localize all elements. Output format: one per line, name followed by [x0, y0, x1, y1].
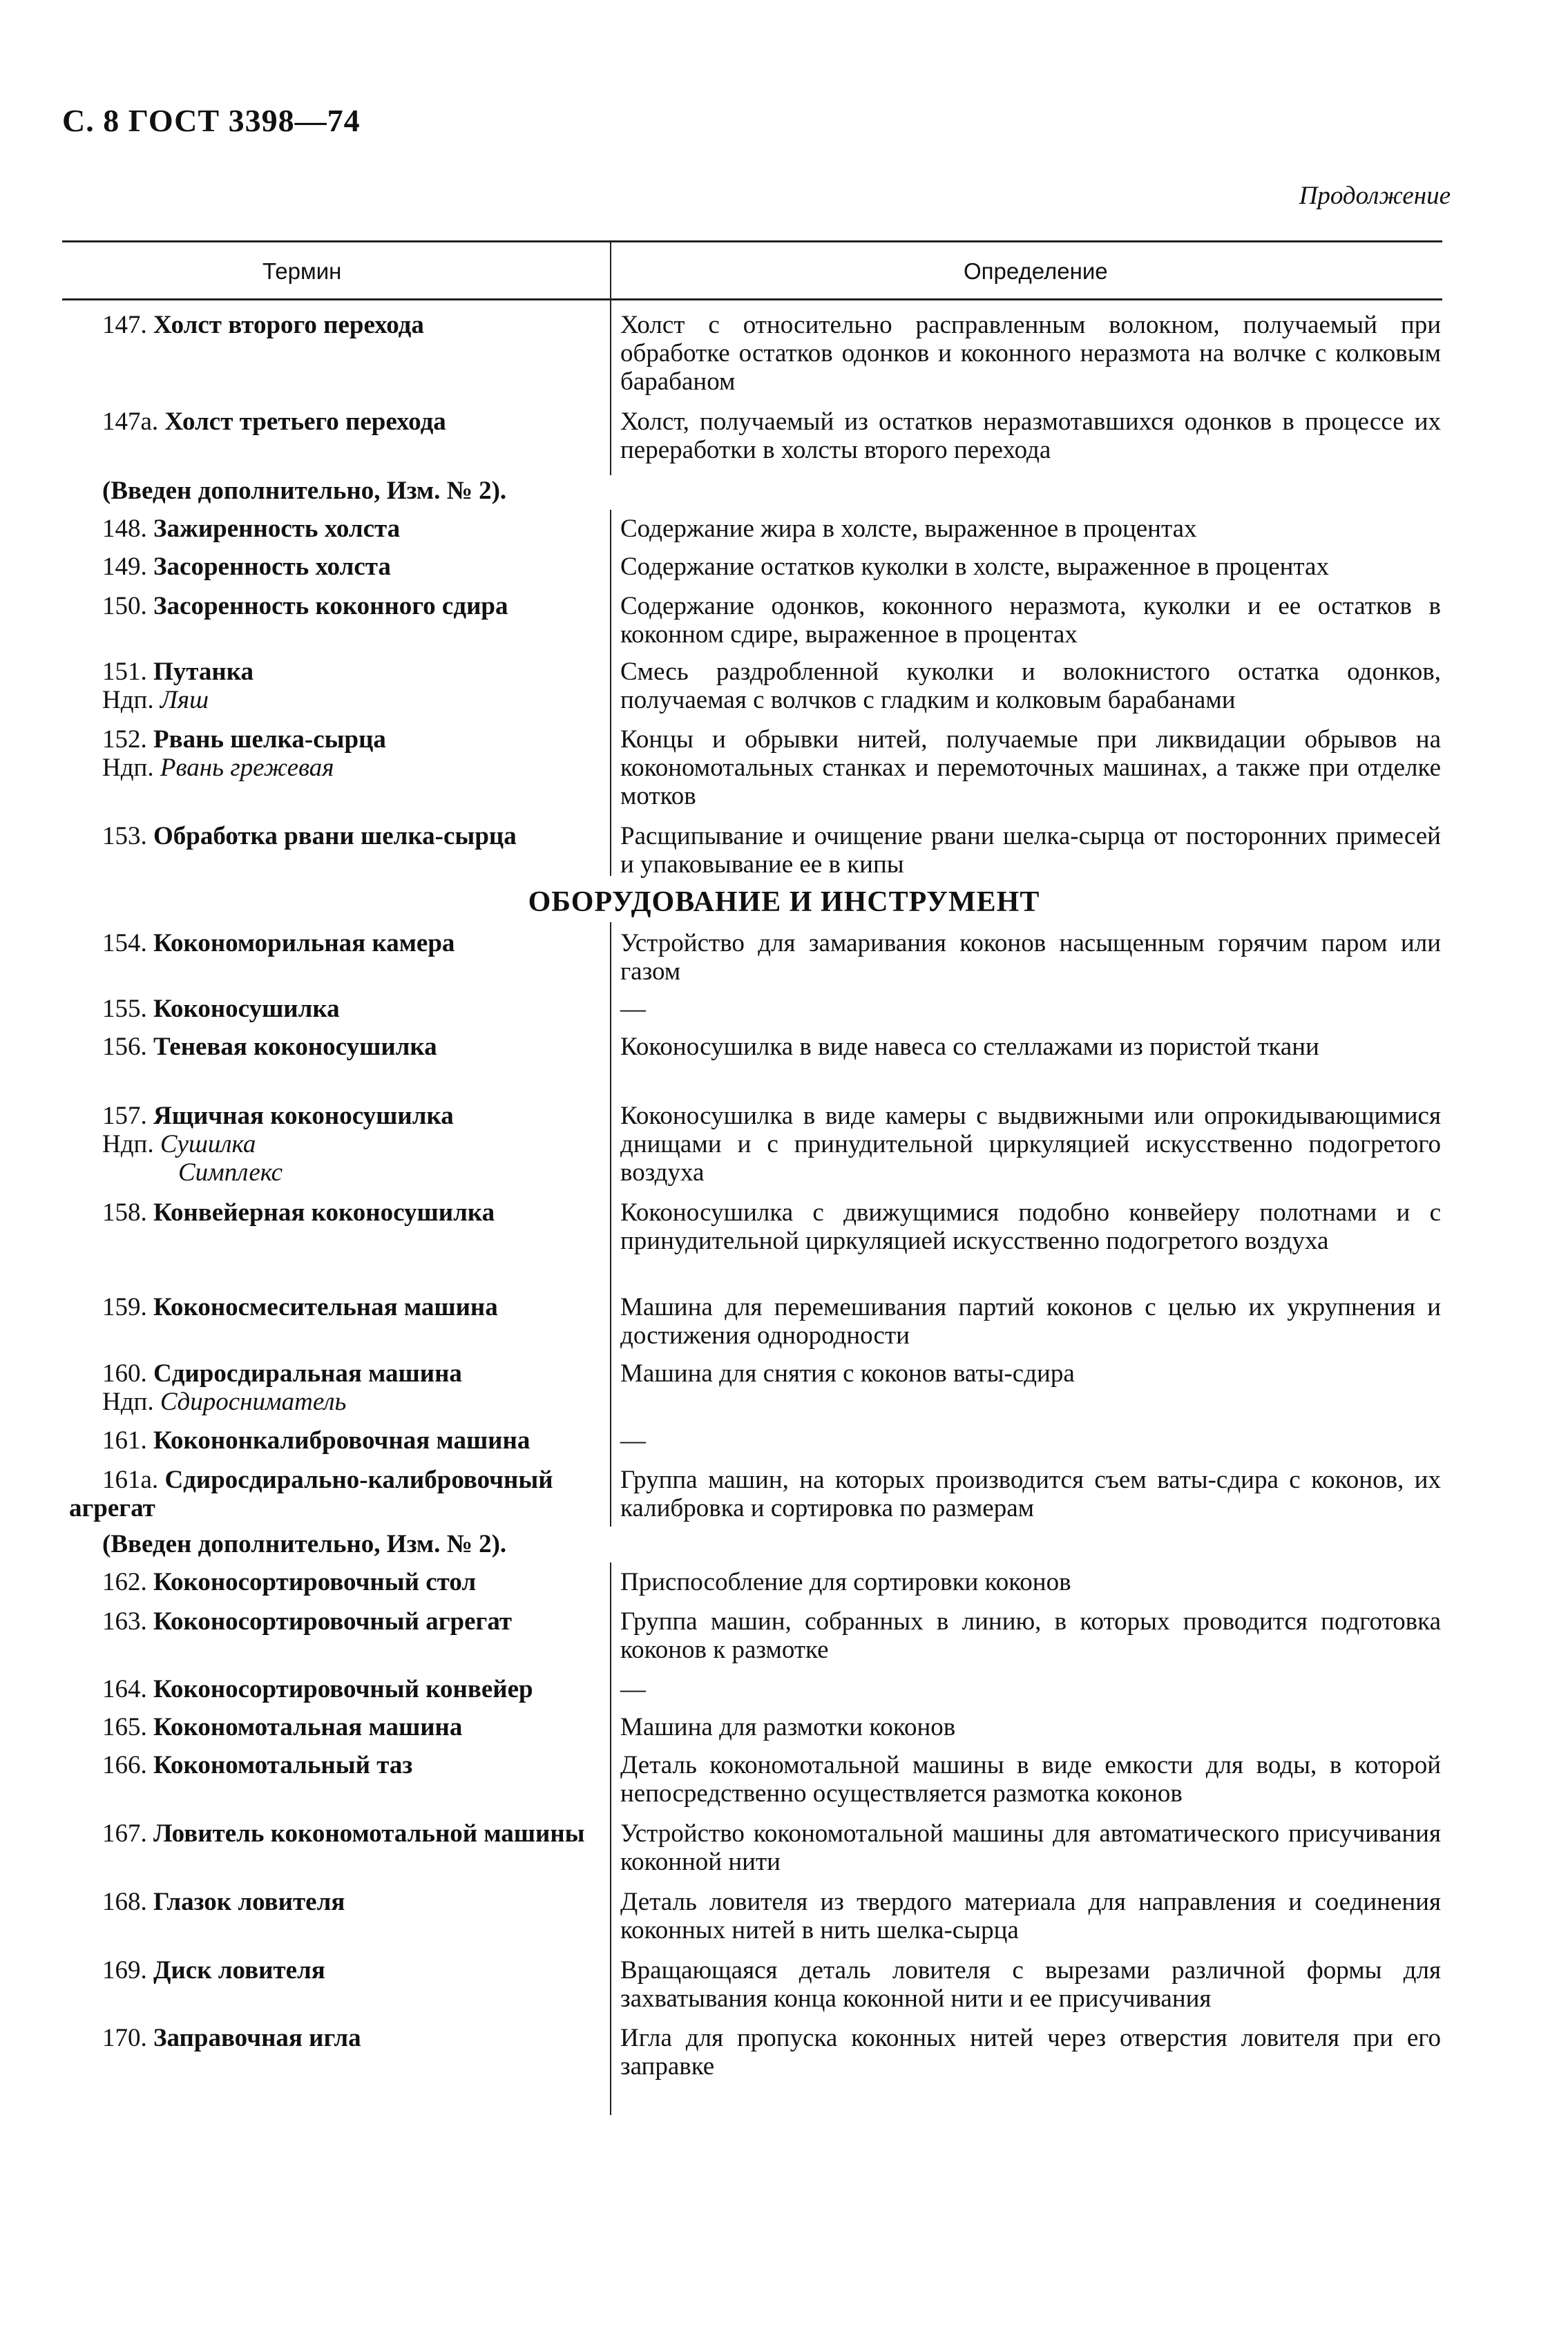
- term-definition: Деталь кокономотальной машины в виде емкости для воды, в которой непосредственно осуществляется размотка коконов: [620, 1751, 1441, 1808]
- column-divider: [610, 922, 611, 1527]
- term-name: Коконосмесительная машина: [153, 1293, 498, 1321]
- term-number: 163.: [102, 1607, 147, 1636]
- term-number: 162.: [102, 1568, 147, 1596]
- term-definition: Холст с относительно расправленным волокном, получаемый при обработке остатков одонков и коконного неразмота на волчке с колковым барабаном: [620, 311, 1441, 396]
- term-definition: Игла для пропуска коконных нитей через отверстия ловителя при его заправке: [620, 2024, 1441, 2081]
- term-definition: —: [620, 1675, 646, 1703]
- term-name: Холст второго перехода: [153, 311, 424, 339]
- term-definition: Холст, получаемый из остатков неразмотавшихся одонков в процессе их переработки в холсты второго перехода: [620, 408, 1441, 464]
- term-number: 166.: [102, 1751, 147, 1779]
- synonym: Сушилка: [160, 1130, 256, 1158]
- term-definition: Содержание остатков куколки в холсте, выраженное в процентах: [620, 553, 1329, 581]
- term-definition: Коконосушилка с движущимися подобно конвейеру полотнами и с принудительной циркуляцией искусственно подогретого воздуха: [620, 1198, 1441, 1255]
- table-header-rule: [62, 298, 1442, 300]
- term-number: 156.: [102, 1033, 147, 1061]
- column-divider: [610, 510, 611, 876]
- term-name: Глазок ловителя: [153, 1888, 345, 1916]
- term-name: Зажиренность холста: [153, 515, 401, 543]
- term-definition: Машина для снятия с коконов ваты-сдира: [620, 1359, 1075, 1388]
- term-definition: —: [620, 1426, 646, 1455]
- term-name: Ящичная коконосушилка: [153, 1102, 454, 1130]
- ndp-label: Ндп.: [102, 686, 154, 714]
- term-definition: Смесь раздробленной куколки и волокнистого остатка одонков, получаемая с волчков с гладким и колковым барабанами: [620, 658, 1441, 714]
- term-number: 147а.: [102, 408, 159, 436]
- term-definition: Группа машин, на которых производится съем ваты-сдира с коконов, их калибровка и сортировка по размерам: [620, 1466, 1441, 1522]
- term-definition: Содержание жира в холсте, выраженное в процентах: [620, 515, 1197, 543]
- synonym: Сдироснимаmель: [160, 1388, 347, 1416]
- term-name: Путанка: [153, 658, 254, 686]
- term-name: Коконосушилка: [153, 995, 340, 1023]
- term-name: Засоренность холста: [153, 553, 391, 581]
- term-name: Коконосортировочный конвейер: [153, 1675, 533, 1703]
- term-name: Кокономотальная машина: [153, 1713, 463, 1741]
- term-definition: —: [620, 995, 646, 1023]
- page-header: С. 8 ГОСТ 3398—74: [62, 103, 361, 138]
- ndp-label: Ндп.: [102, 754, 154, 782]
- term-definition: Коконосушилка в виде камеры с выдвижными или опрокидывающимися днищами и с принудительной циркуляцией искусственно подогретого воздуха: [620, 1102, 1441, 1187]
- table-top-rule: [62, 240, 1442, 242]
- synonym: Ляш: [160, 686, 209, 714]
- term-number: 157.: [102, 1102, 147, 1130]
- term-definition: Машина для перемешивания партий коконов с целью их укрупнения и достижения однородности: [620, 1293, 1441, 1350]
- term-number: 152.: [102, 725, 147, 754]
- term-definition: Устройство кокономотальной машины для автоматического присучивания коконной нити: [620, 1819, 1441, 1876]
- term-name: Холст третьего перехода: [164, 408, 446, 436]
- term-number: 149.: [102, 553, 147, 581]
- term-name: Кокономотальный таз: [153, 1751, 413, 1779]
- term-number: 170.: [102, 2024, 147, 2052]
- term-definition: Содержание одонков, коконного неразмота, куколки и ее остатков в коконном сдире, выраженное в процентах: [620, 592, 1441, 649]
- term-name: Обработка рвани шелка-сырца: [153, 822, 517, 850]
- term-definition: Устройство для замаривания коконов насыщенным горячим паром или газом: [620, 929, 1441, 986]
- term-name: Заправочная игла: [153, 2024, 361, 2052]
- term-definition: Приспособление для сортировки коконов: [620, 1568, 1071, 1596]
- term-number: 164.: [102, 1675, 147, 1703]
- term-number: 169.: [102, 1956, 147, 1985]
- term-definition: Вращающаяся деталь ловителя с вырезами различной формы для захватывания конца коконной нити и ее присучивания: [620, 1956, 1441, 2013]
- ndp-label: Ндп.: [102, 1388, 154, 1416]
- term-name: Коконосортировочный агрегат: [153, 1607, 513, 1636]
- term-number: 150.: [102, 592, 147, 620]
- term-number: 160.: [102, 1359, 147, 1388]
- term-name: Коконосортировочный стол: [153, 1568, 477, 1596]
- term-name: Теневая коконосушилка: [153, 1033, 437, 1061]
- column-divider: [610, 240, 611, 475]
- ndp-label: Ндп.: [102, 1130, 154, 1158]
- term-definition: Коконосушилка в виде навеса со стеллажами из пористой ткани: [620, 1033, 1319, 1061]
- term-definition: Расщипывание и очищение рвани шелка-сырца от посторонних примесей и упаковывание ее в кипы: [620, 822, 1441, 879]
- term-name: Диск ловителя: [153, 1956, 325, 1985]
- term-number: 148.: [102, 515, 147, 543]
- term-name: Конвейерная коконосушилка: [153, 1198, 495, 1227]
- term-number: 168.: [102, 1888, 147, 1916]
- term-number: 147.: [102, 311, 147, 339]
- continuation-label: Продолжение: [1299, 182, 1451, 210]
- term-number: 159.: [102, 1293, 147, 1321]
- term-name: Сдиросдиральная машина: [153, 1359, 462, 1388]
- term-definition: Концы и обрывки нитей, получаемые при ликвидации обрывов на кокономотальных станках и перемоточных машинах, а также при отделке мотков: [620, 725, 1441, 810]
- synonym: Рвань грежевая: [160, 754, 334, 782]
- term-number: 167.: [102, 1819, 147, 1848]
- term-number: 161.: [102, 1426, 147, 1455]
- column-header-term: Термин: [262, 258, 342, 284]
- term-number: 153.: [102, 822, 147, 850]
- term-name: Засоренность коконного сдира: [153, 592, 508, 620]
- amendment-note-text: (Введен дополнительно, Изм. № 2).: [102, 477, 507, 505]
- term-number: 154.: [102, 929, 147, 957]
- term-number: 155.: [102, 995, 147, 1023]
- amendment-note-text: (Введен дополнительно, Изм. № 2).: [102, 1530, 507, 1558]
- synonym: Симплекс: [178, 1158, 283, 1187]
- term-number: 165.: [102, 1713, 147, 1741]
- term-name: Кокономорильная камера: [153, 929, 455, 957]
- term-number: 151.: [102, 658, 147, 686]
- term-name: Кокононкалибровочная машина: [153, 1426, 530, 1455]
- term-number: 158.: [102, 1198, 147, 1227]
- term-definition: Группа машин, собранных в линию, в которых проводится подготовка коконов к размотке: [620, 1607, 1441, 1664]
- term-name: Рвань шелка-сырца: [153, 725, 386, 754]
- term-name: Ловитель кокономотальной машины: [153, 1819, 585, 1848]
- term-definition: Машина для размотки коконов: [620, 1713, 956, 1741]
- term-number: 161а.: [102, 1466, 159, 1494]
- term-name: Сдиросдирально-калибровочный агрегат: [69, 1466, 553, 1522]
- column-divider: [610, 1562, 611, 2115]
- section-title: ОБОРУДОВАНИЕ И ИНСТРУМЕНТ: [528, 886, 1040, 918]
- column-header-definition: Определение: [964, 258, 1108, 284]
- term-definition: Деталь ловителя из твердого материала для направления и соединения коконных нитей в нить шелка-сырца: [620, 1888, 1441, 1944]
